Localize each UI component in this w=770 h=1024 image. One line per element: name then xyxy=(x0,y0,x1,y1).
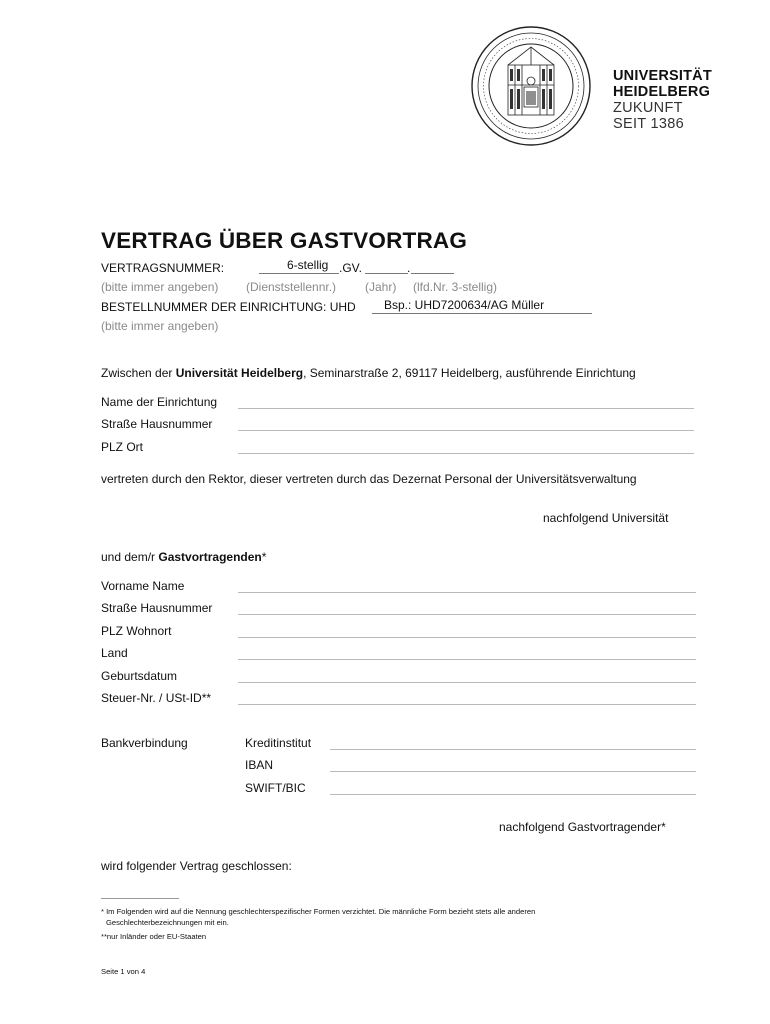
contract-number-dept-line xyxy=(259,273,339,274)
hereinafter-speaker: nachfolgend Gastvortragender* xyxy=(499,820,666,834)
order-number-line xyxy=(372,313,592,314)
order-number-value[interactable]: Bsp.: UHD7200634/AG Müller xyxy=(384,298,545,312)
intro-sentence xyxy=(101,366,636,380)
contract-number-sep: . xyxy=(407,261,411,275)
speaker-intro-bold: Gastvortragenden xyxy=(158,550,262,564)
contract-number-lfd-line[interactable] xyxy=(411,273,454,274)
speaker-street-field[interactable] xyxy=(238,614,696,615)
speaker-country-field[interactable] xyxy=(238,659,696,660)
speaker-country-label: Land xyxy=(101,646,128,660)
university-wordmark xyxy=(613,68,712,132)
bank-label: Bankverbindung xyxy=(101,736,188,750)
logo-line-zukunft: ZUKUNFT xyxy=(613,100,683,116)
institution-name-field[interactable] xyxy=(238,408,694,409)
footnote-1-line-1: * Im Folgenden wird auf die Nennung geschlechterspezifischer Formen verzichtet. Die männliche Form bezieht stets alle anderen xyxy=(101,907,536,916)
document-title: VERTRAG ÜBER GASTVORTRAG xyxy=(101,228,468,253)
hereinafter-university: nachfolgend Universität xyxy=(543,511,669,525)
logo-line-seit: SEIT 1386 xyxy=(613,116,684,132)
footnote-2: **nur Inländer oder EU-Staaten xyxy=(101,932,207,941)
university-seal xyxy=(470,25,592,147)
speaker-intro-prefix: und dem/r xyxy=(101,550,159,564)
speaker-city-field[interactable] xyxy=(238,637,696,638)
hint-dept: (Dienststellennr.) xyxy=(246,280,337,294)
bank-institute-label: Kreditinstitut xyxy=(245,736,312,750)
bank-institute-field[interactable] xyxy=(330,749,696,750)
intro-university: Universität Heidelberg xyxy=(175,366,304,380)
seal-emblem xyxy=(470,25,592,147)
bank-swift-label: SWIFT/BIC xyxy=(245,781,306,795)
hint-lfd: (lfd.Nr. 3-stellig) xyxy=(413,280,498,294)
footnote-1-line-2: Geschlechterbezeichnungen mit ein. xyxy=(106,918,229,927)
speaker-name-field[interactable] xyxy=(238,592,696,593)
hint-always-2: (bitte immer angeben) xyxy=(101,319,219,333)
speaker-name-label: Vorname Name xyxy=(101,579,185,593)
logo-line-university: UNIVERSITÄT xyxy=(613,68,712,84)
institution-name-label: Name der Einrichtung xyxy=(101,395,218,409)
speaker-taxid-label: Steuer-Nr. / USt-ID** xyxy=(101,691,212,705)
hint-year: (Jahr) xyxy=(365,280,397,294)
contract-number-dept-value[interactable]: 6-stellig xyxy=(287,258,329,272)
intro-prefix: Zwischen der xyxy=(101,366,176,380)
speaker-intro xyxy=(101,550,266,564)
order-number-label: BESTELLNUMMER DER EINRICHTUNG: UHD xyxy=(101,300,356,314)
contract-concluded: wird folgender Vertrag geschlossen: xyxy=(101,859,292,873)
speaker-birthdate-label: Geburtsdatum xyxy=(101,669,178,683)
institution-city-field[interactable] xyxy=(238,453,694,454)
footnote-1 xyxy=(101,906,661,928)
contract-number-mid: .GV. xyxy=(339,261,362,275)
institution-street-label: Straße Hausnummer xyxy=(101,417,213,431)
speaker-taxid-field[interactable] xyxy=(238,704,696,705)
represented-by-text: vertreten durch den Rektor, dieser vertreten durch das Dezernat Personal der Universitätsverwaltung xyxy=(101,472,637,486)
speaker-city-label: PLZ Wohnort xyxy=(101,624,172,638)
institution-city-label: PLZ Ort xyxy=(101,440,144,454)
speaker-birthdate-field[interactable] xyxy=(238,682,696,683)
speaker-intro-suffix: * xyxy=(261,550,267,564)
footnote-separator xyxy=(101,898,179,899)
institution-street-field[interactable] xyxy=(238,430,694,431)
bank-swift-field[interactable] xyxy=(330,794,696,795)
page-number: Seite 1 von 4 xyxy=(101,967,146,976)
contract-number-label: VERTRAGSNUMMER: xyxy=(101,261,225,275)
hint-always-1: (bitte immer angeben) xyxy=(101,280,219,294)
intro-suffix: , Seminarstraße 2, 69117 Heidelberg, ausführende Einrichtung xyxy=(303,366,636,380)
contract-number-year-line[interactable] xyxy=(365,273,408,274)
bank-iban-label: IBAN xyxy=(245,758,274,772)
speaker-street-label: Straße Hausnummer xyxy=(101,601,213,615)
logo-line-heidelberg: HEIDELBERG xyxy=(613,84,711,100)
bank-iban-field[interactable] xyxy=(330,771,696,772)
